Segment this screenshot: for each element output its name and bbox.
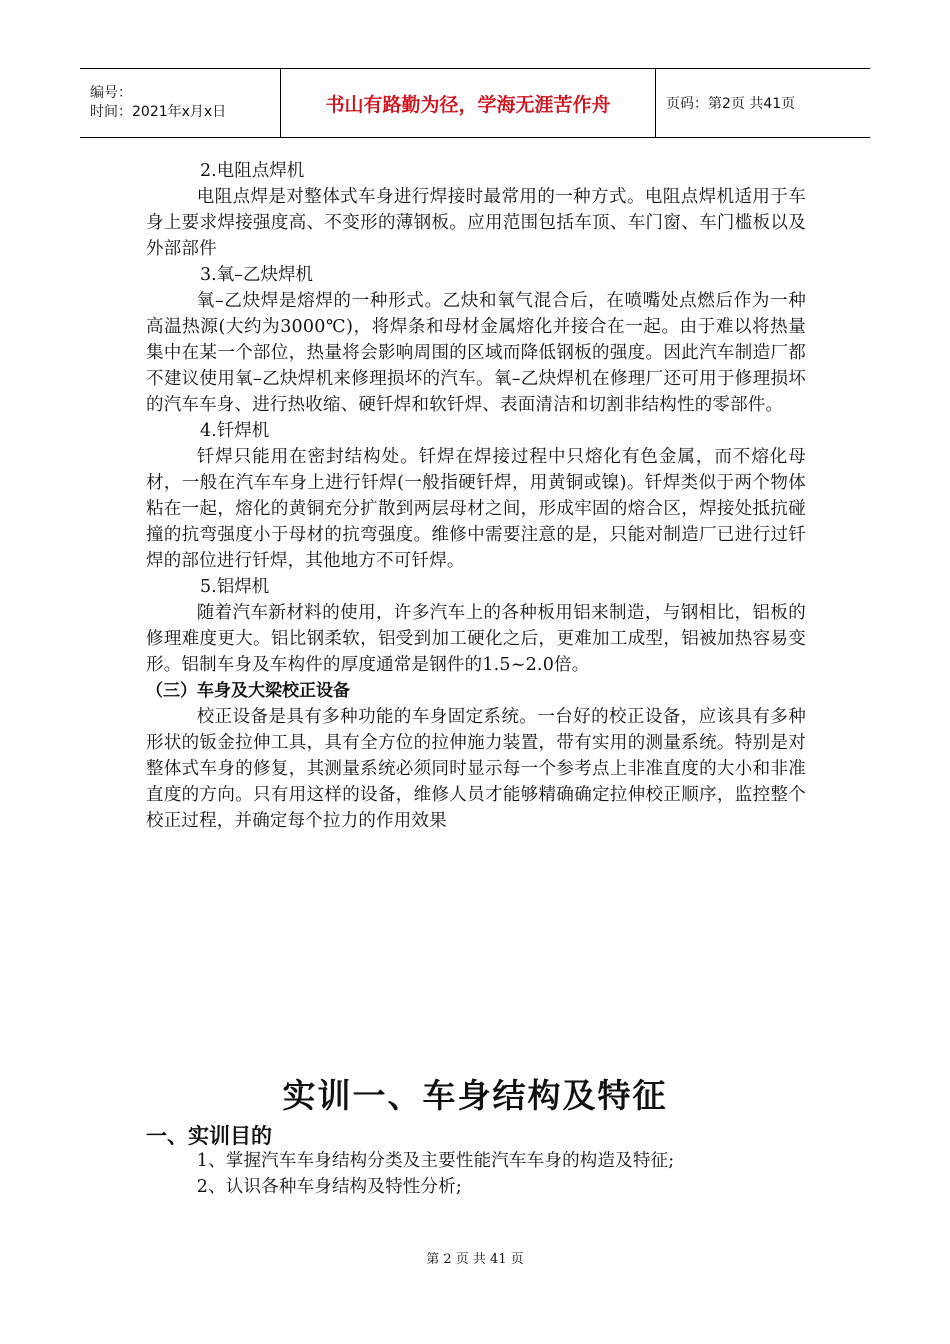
objective-item-2: 2、认识各种车身结构及特性分析; xyxy=(196,1177,462,1197)
paragraph-oxy-acetylene: 氧–乙炔焊是熔焊的一种形式。乙炔和氧气混合后，在喷嘴处点燃后作为一种高温热源(大约为3000℃)，将焊条和母材金属熔化并接合在一起。由于难以将热量集中在某一个部位，热量将会影响周围的区域而降低钢板的强度。因此汽车制造厂都不建议使用氧–乙炔焊机来修理损坏的汽车。氧–乙炔焊机在修理厂还可用于修理损坏的汽车车身、进行热收缩、硬钎焊和软钎焊、表面清洁和切割非结构性的零部件。 xyxy=(146,291,806,415)
time-label: 时间：2021年x月x日 xyxy=(90,104,227,120)
page-footer: 第 2 页 共 41 页 xyxy=(426,1252,524,1267)
code-label: 编号： xyxy=(90,85,132,101)
header-motto: 书山有路勤为径，学海无涯苦作舟 xyxy=(280,69,656,137)
training-objectives xyxy=(146,1148,806,1200)
section-heading-frame-straightening: （三）车身及大梁校正设备 xyxy=(146,681,350,701)
paragraph-brazing: 钎焊只能用在密封结构处。钎焊在焊接过程中只熔化有色金属，而不熔化母材，一般在汽车车身上进行钎焊(一般指硬钎焊，用黄铜或镍)。钎焊类似于两个物体粘在一起，熔化的黄铜充分扩散到两层母材之间，形成牢固的熔合区，焊接处抵抗碰撞的抗弯强度小于母材的抗弯强度。维修中需要注意的是，只能对制造厂已进行过钎焊的部位进行钎焊，其他地方不可钎焊。 xyxy=(146,447,806,571)
subheading-resistance-welder: 2.电阻点焊机 xyxy=(200,161,305,181)
paragraph-aluminum: 随着汽车新材料的使用，许多汽车上的各种板用铝来制造，与钢相比，铝板的修理难度更大。铝比钢柔软，铝受到加工硬化之后，更难加工成型，铝被加热容易变形。铝制车身及车构件的厚度通常是钢件的1.5~2.0倍。 xyxy=(146,603,806,675)
subheading-oxy-acetylene: 3.氧–乙炔焊机 xyxy=(200,265,313,285)
subheading-brazing: 4.钎焊机 xyxy=(200,421,270,441)
paragraph-frame-straightening: 校正设备是具有多种功能的车身固定系统。一台好的校正设备，应该具有多种形状的钣金拉伸工具，具有全方位的拉伸施力装置，带有实用的测量系统。特别是对整体式车身的修复，其测量系统必须同时显示每一个参考点上非准直度的大小和非准直度的方向。只有用这样的设备，维修人员才能够精确确定拉伸校正顺序，监控整个校正过程，并确定每个拉力的作用效果 xyxy=(146,707,806,831)
header-page-label: 页码：第2页 共41页 xyxy=(666,96,796,112)
training-title: 实训一、车身结构及特征 xyxy=(282,1076,668,1115)
document-body xyxy=(146,158,806,834)
page-header xyxy=(80,68,870,138)
paragraph-resistance-welder: 电阻点焊是对整体式车身进行焊接时最常用的一种方式。电阻点焊机适用于车身上要求焊接强度高、不变形的薄钢板。应用范围包括车顶、车门窗、车门槛板以及外部部件 xyxy=(146,187,806,259)
objective-item-1: 1、掌握汽车车身结构分类及主要性能汽车车身的构造及特征; xyxy=(196,1151,675,1171)
training-section-heading: 一、实训目的 xyxy=(146,1124,272,1148)
header-meta xyxy=(80,69,280,137)
subheading-aluminum: 5.铝焊机 xyxy=(200,577,270,597)
